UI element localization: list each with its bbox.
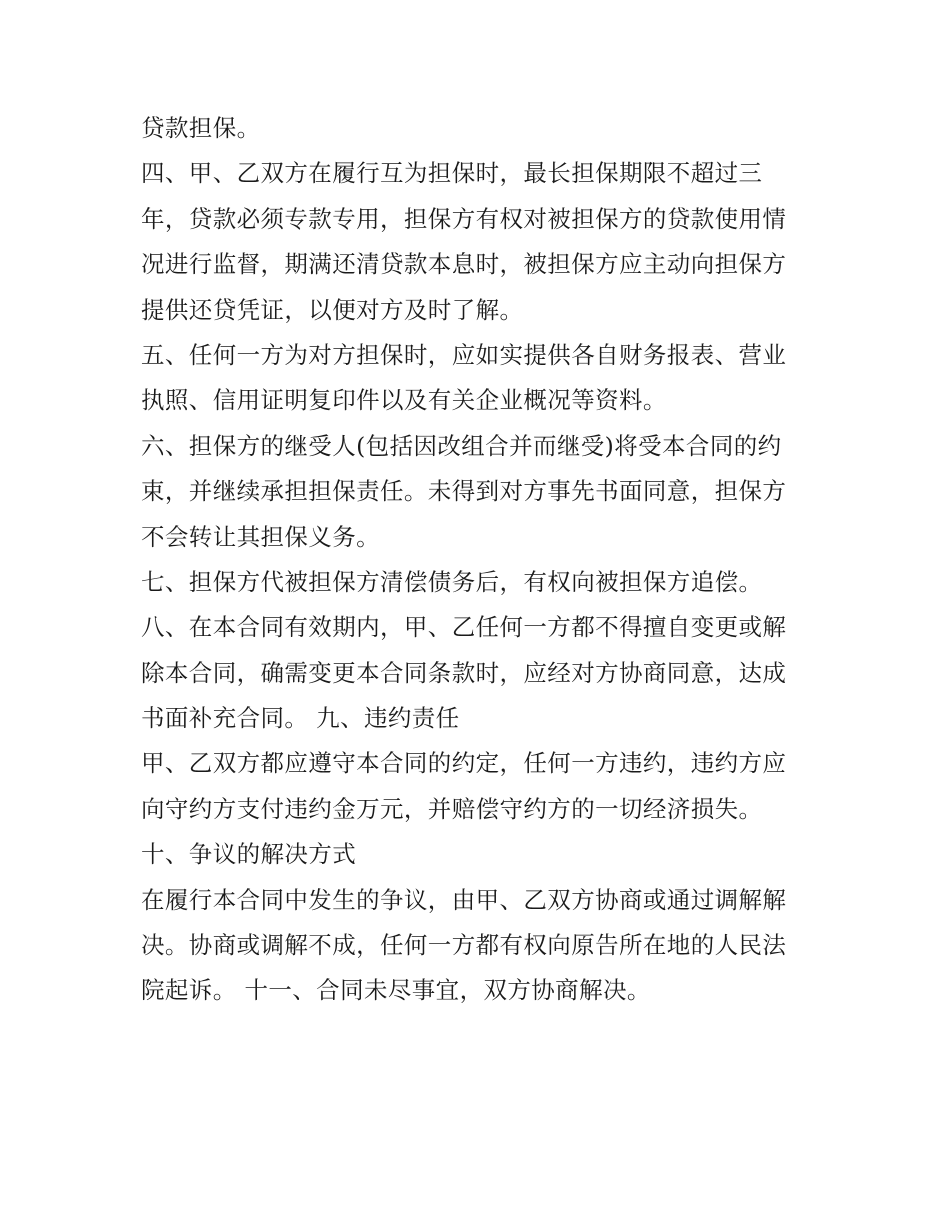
text-line: 五、任何一方为对方担保时，应如实提供各自财务报表、营业	[141, 340, 787, 369]
text-line: 提供还贷凭证，以便对方及时了解。	[141, 295, 524, 324]
text-line: 八、在本合同有效期内，甲、乙任何一方都不得擅自变更或解	[141, 613, 787, 642]
text-line: 七、担保方代被担保方清偿债务后，有权向被担保方追偿。	[141, 567, 763, 596]
text-line: 书面补充合同。 九、违约责任	[141, 704, 460, 733]
text-line: 贷款担保。	[141, 114, 261, 142]
text-line: 束，并继续承担担保责任。未得到对方事先书面同意，担保方	[141, 477, 787, 506]
text-line: 六、担保方的继受人(包括因改组合并而继受)将受本合同的约	[141, 431, 782, 460]
text-line: 四、甲、乙双方在履行互为担保时，最长担保期限不超过三	[141, 159, 763, 188]
text-line: 向守约方支付违约金万元，并赔偿守约方的一切经济损失。	[141, 794, 763, 823]
text-line: 决。协商或调解不成，任何一方都有权向原告所在地的人民法	[141, 931, 787, 960]
text-line: 甲、乙双方都应遵守本合同的约定，任何一方违约，违约方应	[141, 749, 787, 778]
text-line: 况进行监督，期满还清贷款本息时，被担保方应主动向担保方	[141, 250, 787, 279]
text-line: 年，贷款必须专款专用，担保方有权对被担保方的贷款使用情	[141, 204, 787, 233]
text-line: 不会转让其担保义务。	[141, 522, 380, 551]
text-line: 在履行本合同中发生的争议，由甲、乙双方协商或通过调解解	[141, 885, 787, 914]
contract-text	[141, 106, 821, 1014]
text-line: 院起诉。 十一、合同未尽事宜，双方协商解决。	[141, 976, 651, 1005]
text-line: 除本合同，确需变更本合同条款时，应经对方协商同意，达成	[141, 658, 787, 687]
text-line: 执照、信用证明复印件以及有关企业概况等资料。	[141, 386, 667, 415]
text-line: 十、争议的解决方式	[141, 840, 357, 869]
